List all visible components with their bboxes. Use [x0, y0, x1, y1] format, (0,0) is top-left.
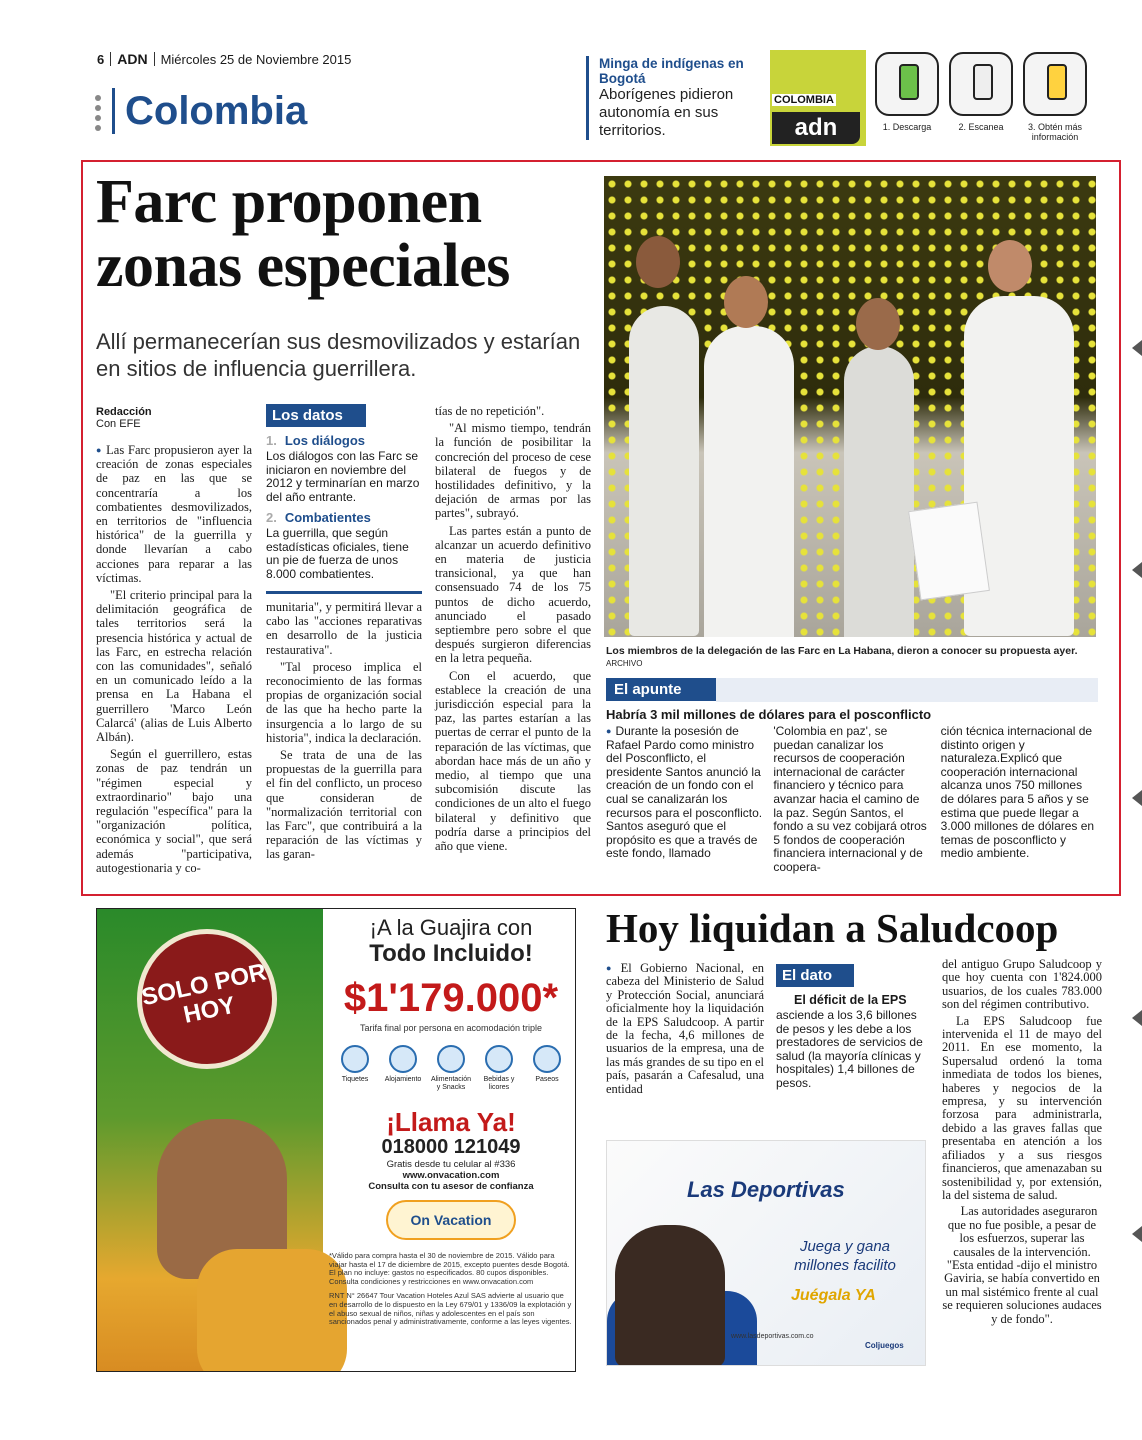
el-dato-box — [776, 964, 928, 1090]
teaser-title: Minga de indígenas en Bogotá — [599, 56, 744, 86]
saludcoop-column-3 — [942, 958, 1102, 1329]
folder — [908, 502, 990, 601]
solo-por-hoy-badge: SOLO POR HOY — [124, 916, 290, 1082]
divider — [716, 678, 1098, 702]
guajira-travel-ad[interactable] — [96, 908, 576, 1372]
phone-info-icon — [1023, 52, 1087, 116]
person-figure — [704, 326, 794, 637]
ad-fine-print-conditions: *Válido para compra hasta el 30 de noviembre de 2015. Válido para viajar hasta el 17 de diciembre de 2015, excepto puentes desde Bogotá. El plan no incluye: gastos no especificados. 80 cupos disponibles. Consulta condiciones y restricciones en www.onvacation.com — [329, 1251, 570, 1286]
dato-number: 2. — [266, 510, 277, 525]
food-icon — [437, 1045, 465, 1073]
hotel-icon — [389, 1045, 417, 1073]
ad-fine-print — [329, 1252, 573, 1327]
paragraph: "Al mismo tiempo, tendrán la función de posibilitar la concreción del proceso de cese bilateral de fuegos y de hostilidades definitivo, y la dejación de armas por las partes", subrayó. — [435, 421, 591, 521]
story-column-4 — [435, 404, 591, 856]
el-apunte-box — [606, 678, 1098, 875]
amenity: Alojamiento — [381, 1045, 425, 1092]
ad-title-line1: ¡A la Guajira con — [369, 915, 533, 940]
section-title: Colombia — [112, 88, 307, 134]
ad-copy — [329, 915, 573, 1327]
brand-name: ADN — [117, 51, 148, 67]
paragraph: La EPS Saludcoop fue intervenida el 11 de mayo del 2011. En ese momento, la Supersalud ordenó la toma inmediata de todos los bienes, haberes y negocios de la empresa, y su intervención forzosa para administrarla, debido a las graves fallas que presentaba en atención a los afiliados y a sus riesgos financieros, que amenazaban su sostenibilidad y, por extensión, la del sistema de salud. — [942, 1013, 1102, 1202]
paragraph: "El criterio principal para la delimitación geográfica de tales territorios será la presencia histórica y actual de las Farc, en estrecha relación con las comunidades", señaló en un comunicado leído a la prensa en La Habana el guerrillero 'Marco León Calarcá' (alias de Luis Alberto Albán). — [96, 588, 252, 745]
byline-source: Con EFE — [96, 418, 141, 430]
byline — [96, 406, 152, 430]
amenity: Paseos — [525, 1045, 569, 1092]
app-logo-mark: adn — [772, 112, 860, 144]
ad-photo — [97, 909, 323, 1371]
news-photo — [604, 176, 1096, 637]
saludcoop-column-1 — [606, 962, 764, 1099]
ad-website[interactable]: www.onvacation.com — [402, 1170, 500, 1181]
el-apunte-label: El apunte — [606, 678, 716, 701]
ad-mobile-info: Gratis desde tu celular al #336 — [386, 1159, 516, 1170]
los-datos-box — [266, 404, 422, 594]
paragraph: munitaria", y permitirá llevar a cabo las "acciones reparativas en desarrollo de la justicia restaurativa". — [266, 600, 422, 657]
app-logo-label: COLOMBIA — [774, 94, 834, 106]
ad-amenity-icons — [333, 1045, 569, 1092]
photo-credit: ARCHIVO — [606, 659, 643, 668]
paragraph: "Tal proceso implica el reconocimiento de las formas propias de organización social de las que ha hecho parte la insurgencia a lo largo de su historia", indica la declaración. — [266, 659, 422, 745]
dato-title: Los diálogos — [284, 433, 366, 448]
paragraph: Según el guerrillero, estas zonas de paz tendrán un "régimen especial y extraordinario" bajo una regulación "específica" para la "organización política, económica y social", que será además "participativa, autogestionaria y co- — [96, 747, 252, 875]
person-figure — [844, 346, 914, 637]
phone-download-icon — [875, 52, 939, 116]
drink-icon — [485, 1045, 513, 1073]
apunte-column: ● Durante la posesión de Rafael Pardo como ministro del Posconflicto, el presidente Santos anunció la creación de un fondo con el cual se canalizarán los recursos para el posconflicto. Santos aseguró que el propósito es que a través de este fondo, llamado — [606, 725, 763, 875]
page-number: 6 — [97, 52, 105, 67]
adn-app-logo — [770, 50, 866, 146]
byline-author: Redacción — [96, 406, 152, 418]
amenity: Bebidas y licores — [477, 1045, 521, 1092]
paragraph: ● Las Farc propusieron ayer la creación de zonas especiales de paz en las que se concentraría a los combatientes desmovilizados, en territorios de "influencia histórica" de la guerrilla y donde llevarían a cabo acciones para reparar a las víctimas. — [96, 443, 252, 585]
las-deportivas-logo: Las Deportivas — [687, 1177, 845, 1202]
step-caption: 2. Escanea — [958, 122, 1004, 132]
el-apunte-title: Habría 3 mil millones de dólares para el posconflicto — [606, 707, 932, 722]
los-datos-title: Los datos — [266, 404, 366, 427]
woman-dress — [197, 1249, 347, 1372]
man-figure — [615, 1225, 725, 1366]
step-caption: 1. Descarga — [882, 122, 932, 132]
dato-item — [266, 433, 422, 504]
teaser-box[interactable] — [586, 56, 771, 140]
person-figure — [629, 306, 699, 636]
tour-icon — [533, 1045, 561, 1073]
paragraph: del antiguo Grupo Saludcoop y que hoy cuenta con 1'824.000 usuarios, de los cuales 783.000 son del régimen contributivo. — [942, 957, 1102, 1012]
ad2-website[interactable]: www.lasdeportivas.com.co — [731, 1333, 814, 1340]
section-dots — [95, 95, 103, 135]
divider — [266, 591, 422, 594]
page-folio — [97, 51, 351, 67]
dato-title: Combatientes — [284, 510, 371, 525]
paragraph: tías de no repetición". — [435, 404, 545, 418]
step-scan — [946, 52, 1016, 132]
el-dato-label: El dato — [776, 964, 854, 987]
paragraph: Con el acuerdo, que establece la creación de una jurisdicción especial para la paz, las partes estarían a las puertas de cerrar el punto de la reparación de las víctimas, que abordan hace más de un año y medio, al tiempo que una subcomisión discute las condiciones de un alto el fuego bilateral y definitivo que podría darse a principios del año que viene. — [435, 668, 591, 854]
paragraph: Se trata de una de las propuestas de la guerrilla para el fin del conflicto, un proceso que consideran de "normalización territorial con las Farc", que contribuirá a la reparación de las víctimas y las garan- — [266, 748, 422, 862]
ad-price-note: Tarifa final por persona en acomodación triple — [359, 1023, 543, 1033]
ad2-slogan: Juega y gana millones facilito — [794, 1238, 896, 1274]
ad-call-to-action: ¡Llama Ya! — [386, 1107, 516, 1137]
phone-scan-icon — [949, 52, 1013, 116]
issue-date: Miércoles 25 de Noviembre 2015 — [160, 52, 352, 67]
el-dato-title: El déficit de la EPS — [794, 993, 907, 1007]
saludcoop-headline: Hoy liquidan a Saludcoop — [606, 905, 1059, 951]
dato-text: Los diálogos con las Farc se iniciaron en noviembre del 2012 y terminarían en marzo del año entrante. — [266, 449, 420, 504]
photo-caption — [606, 645, 1098, 669]
ad-price: $1'179.000* — [343, 976, 559, 1020]
dato-text: La guerrilla, que según estadísticas oficiales, tiene un pie de fuerza de unos 8.000 combatientes. — [266, 526, 409, 581]
amenity: Alimentación y Snacks — [429, 1045, 473, 1092]
apunte-column: 'Colombia en paz', se puedan canalizar los recursos de cooperación internacional de carácter financiero y técnico para avanzar hacia el camino de la paz. Según Santos, el fondo a su vez cobijará otros 5 fondos de cooperación financiera internacional y de coopera- — [773, 724, 927, 874]
amenity: Tiquetes — [333, 1045, 377, 1092]
las-deportivas-ad[interactable] — [606, 1140, 926, 1366]
step-info — [1020, 52, 1090, 142]
apunte-column: ción técnica internacional de distinto origen y naturaleza.Explicó que cooperación internacional alcanza unos 750 millones de dólares para 5 años y se estima que puede llegar a 3.000 millones de dólares en temas de posconflicto y medio ambiente. — [940, 724, 1095, 861]
dato-item — [266, 510, 422, 581]
paragraph: Las autoridades aseguraron que no fue posible, a pesar de los esfuerzos, superar las causales de la intervención. "Esta entidad -dijo el ministro Gaviria, se había convertido en un mal sistémico frente al cual se requieren soluciones audaces y de fondo". — [942, 1204, 1102, 1326]
ad-consult: Consulta con tu asesor de confianza — [368, 1181, 534, 1192]
main-headline: Farc proponen zonas especiales — [96, 168, 510, 300]
caption-text: Los miembros de la delegación de las Farc en La Habana, dieron a conocer su propuesta ayer. — [606, 645, 1078, 657]
ad-fine-print-legal: RNT N° 26647 Tour Vacation Hoteles Azul SAS advierte al usuario que en desarrollo de lo dispuesto en la Ley 679/01 y 1336/09 la explotación y el abuso sexual de niños, niñas y adolescentes en el país son sancionados penal y administrativamente, conforme a las leyes vigentes. — [329, 1291, 572, 1327]
on-vacation-logo: On Vacation — [386, 1200, 516, 1240]
teaser-text: Aborígenes pidieron autonomía en sus territorios. — [599, 86, 734, 139]
dato-number: 1. — [266, 433, 277, 448]
story-column-1 — [96, 443, 252, 878]
paragraph: ● El Gobierno Nacional, en cabeza del Ministerio de Salud y Protección Social, anunciará oficialmente hoy la liquidación de la EPS Saludcoop. A partir de la fecha, 4,6 millones de usuarios de la empresa, una de las más grandes de su tipo en el país, pasarán a Cafesalud, una entidad — [606, 962, 764, 1096]
story-column-3 — [266, 600, 422, 865]
step-caption: 3. Obtén más información — [1027, 122, 1083, 142]
coljuegos-logo: Coljuegos — [865, 1341, 904, 1350]
ad-title-line2: Todo Incluido! — [369, 940, 533, 967]
paragraph: Las partes están a punto de alcanzar un acuerdo definitivo en materia de justicia transicional, ya que han consensuado 74 de los 75 puntos de dicho acuerdo, anunciado el pasado septiembre pero sobre el que después surgieron diferencias en la letra pequeña. — [435, 523, 591, 666]
el-dato-text: asciende a los 3,6 billones de pesos y les debe a los prestadores de servicios de salud (la mayoría clínicas y hospitales) 1,4 billones de pesos. — [776, 1008, 923, 1090]
ad2-cta: Juégala YA — [791, 1287, 876, 1304]
ad-phone[interactable]: 018000 121049 — [381, 1136, 521, 1158]
main-subhead: Allí permanecerían sus desmovilizados y estarían en sitios de influencia guerrillera. — [96, 329, 581, 381]
plane-icon — [341, 1045, 369, 1073]
step-download — [872, 52, 942, 132]
